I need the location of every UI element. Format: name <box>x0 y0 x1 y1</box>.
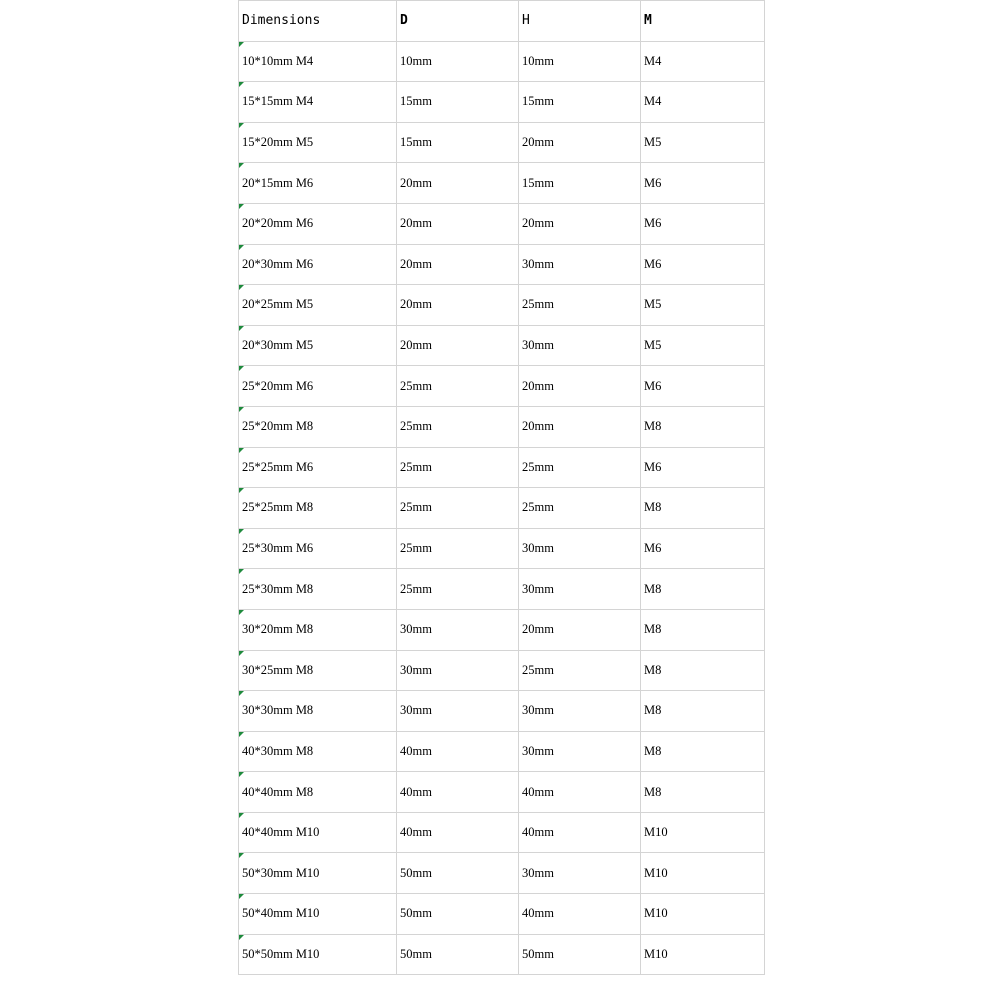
m-cell[interactable]: M8 <box>641 731 765 772</box>
h-cell[interactable]: 30mm <box>519 853 641 894</box>
table-row <box>239 488 765 529</box>
d-cell[interactable]: 15mm <box>397 82 519 123</box>
d-cell[interactable]: 20mm <box>397 325 519 366</box>
m-cell[interactable]: M6 <box>641 244 765 285</box>
table-row <box>239 812 765 853</box>
dimensions-cell[interactable]: 15*15mm M4 <box>239 82 397 123</box>
dimensions-cell[interactable]: 25*30mm M6 <box>239 528 397 569</box>
dimensions-cell[interactable]: 50*50mm M10 <box>239 934 397 975</box>
table-row <box>239 447 765 488</box>
table-row <box>239 203 765 244</box>
h-cell[interactable]: 30mm <box>519 528 641 569</box>
h-cell[interactable]: 20mm <box>519 203 641 244</box>
h-cell[interactable]: 40mm <box>519 772 641 813</box>
h-cell[interactable]: 20mm <box>519 406 641 447</box>
dimensions-cell[interactable]: 40*40mm M8 <box>239 772 397 813</box>
h-cell[interactable]: 25mm <box>519 650 641 691</box>
h-cell[interactable]: 25mm <box>519 447 641 488</box>
h-cell[interactable]: 20mm <box>519 122 641 163</box>
m-cell[interactable]: M4 <box>641 82 765 123</box>
d-cell[interactable]: 25mm <box>397 406 519 447</box>
h-cell[interactable]: 30mm <box>519 244 641 285</box>
m-cell[interactable]: M10 <box>641 853 765 894</box>
m-cell[interactable]: M5 <box>641 122 765 163</box>
table-row <box>239 244 765 285</box>
d-cell[interactable]: 50mm <box>397 853 519 894</box>
h-cell[interactable]: 30mm <box>519 691 641 732</box>
h-cell[interactable]: 10mm <box>519 41 641 82</box>
header-cell-h[interactable]: H <box>519 1 641 42</box>
d-cell[interactable]: 25mm <box>397 569 519 610</box>
h-cell[interactable]: 30mm <box>519 325 641 366</box>
table-row <box>239 82 765 123</box>
dimensions-cell[interactable]: 40*40mm M10 <box>239 812 397 853</box>
dimensions-cell[interactable]: 50*40mm M10 <box>239 894 397 935</box>
h-cell[interactable]: 50mm <box>519 934 641 975</box>
m-cell[interactable]: M6 <box>641 203 765 244</box>
h-cell[interactable]: 40mm <box>519 894 641 935</box>
m-cell[interactable]: M8 <box>641 406 765 447</box>
m-cell[interactable]: M6 <box>641 528 765 569</box>
table-row <box>239 609 765 650</box>
header-cell-m[interactable]: M <box>641 1 765 42</box>
h-cell[interactable]: 15mm <box>519 82 641 123</box>
d-cell[interactable]: 20mm <box>397 244 519 285</box>
d-cell[interactable]: 25mm <box>397 366 519 407</box>
table-row <box>239 934 765 975</box>
m-cell[interactable]: M5 <box>641 285 765 326</box>
d-cell[interactable]: 20mm <box>397 203 519 244</box>
m-cell[interactable]: M8 <box>641 488 765 529</box>
h-cell[interactable]: 40mm <box>519 812 641 853</box>
m-cell[interactable]: M8 <box>641 650 765 691</box>
dimensions-cell[interactable]: 20*25mm M5 <box>239 285 397 326</box>
table-row <box>239 894 765 935</box>
table-row <box>239 650 765 691</box>
dimensions-cell[interactable]: 25*20mm M8 <box>239 406 397 447</box>
dimensions-cell[interactable]: 50*30mm M10 <box>239 853 397 894</box>
d-cell[interactable]: 25mm <box>397 447 519 488</box>
dimensions-cell[interactable]: 30*30mm M8 <box>239 691 397 732</box>
table-row <box>239 731 765 772</box>
h-cell[interactable]: 30mm <box>519 731 641 772</box>
d-cell[interactable]: 40mm <box>397 772 519 813</box>
table-row <box>239 569 765 610</box>
dimensions-cell[interactable]: 40*30mm M8 <box>239 731 397 772</box>
m-cell[interactable]: M6 <box>641 163 765 204</box>
dimensions-cell[interactable]: 20*20mm M6 <box>239 203 397 244</box>
table-row <box>239 691 765 732</box>
m-cell[interactable]: M6 <box>641 447 765 488</box>
table-body <box>239 41 765 975</box>
h-cell[interactable]: 30mm <box>519 569 641 610</box>
h-cell[interactable]: 15mm <box>519 163 641 204</box>
table-row <box>239 325 765 366</box>
header-cell-dimensions[interactable]: Dimensions <box>239 1 397 42</box>
d-cell[interactable]: 30mm <box>397 691 519 732</box>
h-cell[interactable]: 25mm <box>519 488 641 529</box>
header-row <box>239 1 765 42</box>
d-cell[interactable]: 50mm <box>397 934 519 975</box>
table-row <box>239 366 765 407</box>
d-cell[interactable]: 15mm <box>397 122 519 163</box>
m-cell[interactable]: M10 <box>641 934 765 975</box>
dimensions-cell[interactable]: 20*15mm M6 <box>239 163 397 204</box>
m-cell[interactable]: M8 <box>641 609 765 650</box>
m-cell[interactable]: M8 <box>641 691 765 732</box>
d-cell[interactable]: 25mm <box>397 528 519 569</box>
m-cell[interactable]: M8 <box>641 569 765 610</box>
m-cell[interactable]: M10 <box>641 812 765 853</box>
table-row <box>239 122 765 163</box>
table-row <box>239 41 765 82</box>
h-cell[interactable]: 20mm <box>519 366 641 407</box>
d-cell[interactable]: 40mm <box>397 812 519 853</box>
table-row <box>239 406 765 447</box>
dimensions-cell[interactable]: 25*25mm M8 <box>239 488 397 529</box>
d-cell[interactable]: 50mm <box>397 894 519 935</box>
d-cell[interactable]: 20mm <box>397 163 519 204</box>
table-row <box>239 285 765 326</box>
d-cell[interactable]: 30mm <box>397 650 519 691</box>
spreadsheet-sheet <box>238 0 764 975</box>
table-row <box>239 853 765 894</box>
d-cell[interactable]: 40mm <box>397 731 519 772</box>
m-cell[interactable]: M10 <box>641 894 765 935</box>
dimensions-table <box>238 0 765 975</box>
dimensions-cell[interactable]: 10*10mm M4 <box>239 41 397 82</box>
dimensions-cell[interactable]: 20*30mm M6 <box>239 244 397 285</box>
table-row <box>239 528 765 569</box>
m-cell[interactable]: M8 <box>641 772 765 813</box>
dimensions-cell[interactable]: 25*25mm M6 <box>239 447 397 488</box>
d-cell[interactable]: 30mm <box>397 609 519 650</box>
dimensions-cell[interactable]: 30*20mm M8 <box>239 609 397 650</box>
table-row <box>239 163 765 204</box>
m-cell[interactable]: M5 <box>641 325 765 366</box>
d-cell[interactable]: 10mm <box>397 41 519 82</box>
m-cell[interactable]: M4 <box>641 41 765 82</box>
d-cell[interactable]: 25mm <box>397 488 519 529</box>
dimensions-cell[interactable]: 30*25mm M8 <box>239 650 397 691</box>
dimensions-cell[interactable]: 25*30mm M8 <box>239 569 397 610</box>
dimensions-cell[interactable]: 15*20mm M5 <box>239 122 397 163</box>
header-cell-d[interactable]: D <box>397 1 519 42</box>
m-cell[interactable]: M6 <box>641 366 765 407</box>
h-cell[interactable]: 25mm <box>519 285 641 326</box>
table-row <box>239 772 765 813</box>
h-cell[interactable]: 20mm <box>519 609 641 650</box>
d-cell[interactable]: 20mm <box>397 285 519 326</box>
dimensions-cell[interactable]: 25*20mm M6 <box>239 366 397 407</box>
dimensions-cell[interactable]: 20*30mm M5 <box>239 325 397 366</box>
